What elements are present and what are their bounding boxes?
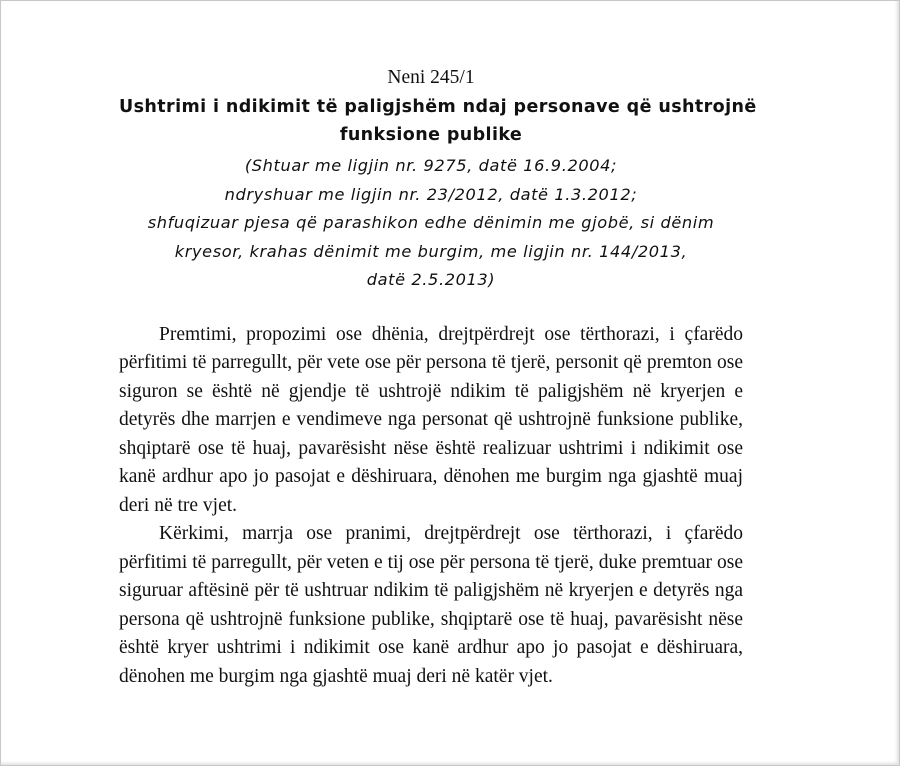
article-title-line: funksione publike xyxy=(339,125,523,145)
amendment-line: datë 2.5.2013) xyxy=(366,270,496,289)
article-heading xyxy=(119,63,757,295)
amendment-line: (Shtuar me ligjin nr. 9275, datë 16.9.2004; xyxy=(244,156,618,175)
article-title-line: Ushtrimi i ndikimit të paligjshëm ndaj personave që ushtrojnë xyxy=(119,97,757,117)
amendment-line: kryesor, krahas dënimit me burgim, me ligjin nr. 144/2013, xyxy=(174,241,688,261)
article-number: Neni 245/1 xyxy=(387,67,475,88)
amendment-note xyxy=(119,152,743,295)
article-paragraph: Kërkimi, marrja ose pranimi, drejtpërdrejt ose tërthorazi, i çfarëdo përfitimi të parregullt, për veten e tij ose për persona të tjerë, duke premtuar ose siguruar aftësinë për të ushtruar ndikim të paligjshëm në kryerjen e detyrës nga persona që ushtrojnë funksione publike, shqiptarë ose të huaj, pavarësisht nëse është kryer ushtrimi i ndikimit ose kanë ardhur apo jo pasojat e dëshiruara, dënohen me burgim nga gjashtë muaj deri në katër vjet. xyxy=(119,523,743,687)
amendment-line: ndryshuar me ligjin nr. 23/2012, datë 1.3.2012; xyxy=(224,184,638,204)
article-body xyxy=(119,321,743,692)
amendment-line: shfuqizuar pjesa që parashikon edhe dënimin me gjobë, si dënim xyxy=(147,213,715,232)
article-paragraph: Premtimi, propozimi ose dhënia, drejtpërdrejt ose tërthorazi, i çfarëdo përfitimi të parregullt, për vete ose për persona të tjerë, personit që premton ose siguron se është në gjendje të ushtrojë ndikim të paligjshëm në kryerjen e detyrës dhe marrjen e vendimeve nga personat që ushtrojnë funksione publike, shqiptarë ose të huaj, pavarësisht nëse është realizuar ushtrimi i ndikimit ose kanë ardhur apo jo pasojat e dëshiruara, dënohen me burgim nga gjashtë muaj deri në tre vjet. xyxy=(119,323,743,516)
article-title xyxy=(119,93,757,149)
document-content xyxy=(119,63,757,691)
